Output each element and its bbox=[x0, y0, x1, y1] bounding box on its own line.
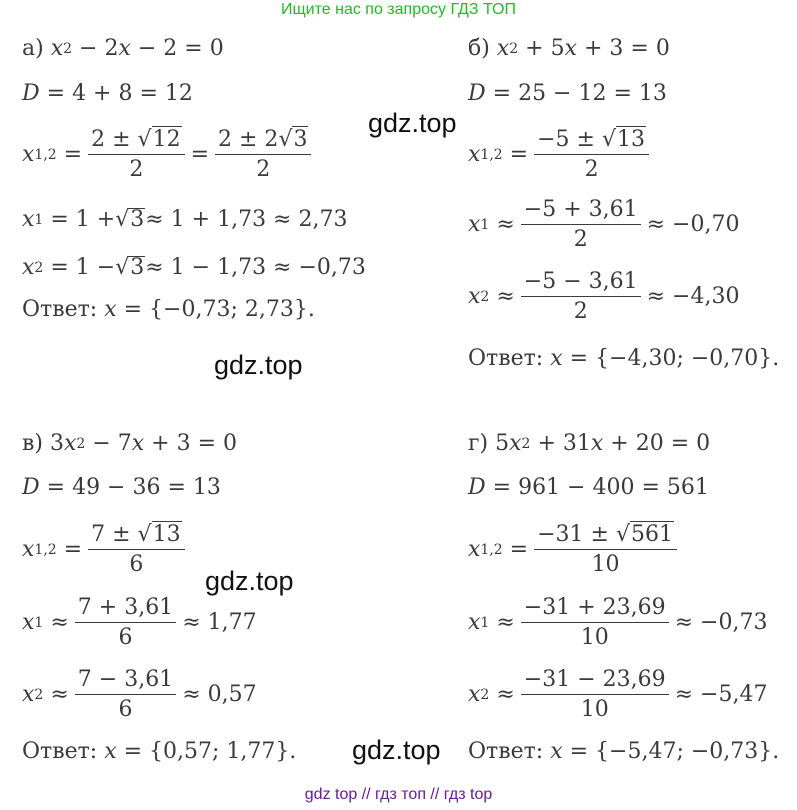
site-footer: gdz top // гдз топ // гдз top bbox=[304, 786, 493, 803]
watermark: gdz.top bbox=[205, 566, 294, 596]
answer-label: Ответ: bbox=[468, 346, 544, 371]
problem-a-x2-sqrt: 3 bbox=[130, 255, 145, 280]
problem-a-x1-sqrt: 3 bbox=[130, 207, 145, 232]
problem-v-x1: x 1 ≈ $\frac{7 + 3,61}{6}$ ≈ 1,77 bbox=[22, 595, 257, 651]
problem-b-x1-result: ≈ −0,70 bbox=[646, 212, 740, 238]
watermark: gdz.top bbox=[352, 735, 441, 765]
problem-a-answer-value: = {−0,73; 2,73}. bbox=[123, 297, 315, 322]
problem-a-discriminant-value: = 4 + 8 = 12 bbox=[46, 81, 193, 106]
problem-b-roots-sqrt: 13 bbox=[617, 127, 646, 152]
problem-g-x1: x 1 ≈ $\frac{-31 + 23,69}{10}$ ≈ −0,73 bbox=[468, 595, 768, 651]
problem-g-roots-den: 10 bbox=[591, 552, 620, 578]
problem-g-label: г) bbox=[468, 431, 489, 456]
problem-a-frac2-sqrt: 3 bbox=[293, 127, 308, 152]
problem-g-roots-formula: x 1,2 = $\frac{-31 \pm √561}{10}$ bbox=[468, 523, 683, 577]
problem-v-discriminant-value: = 49 − 36 = 13 bbox=[46, 475, 221, 500]
problem-v-roots-num: 7 ± bbox=[91, 522, 138, 547]
problem-b-roots-den: 2 bbox=[584, 157, 599, 183]
problem-g-equation: г) 5 x 2 + 31 x + 20 = 0 bbox=[468, 431, 711, 456]
problem-v-x1-den: 6 bbox=[118, 625, 133, 651]
problem-v-answer: Ответ: x = {0,57; 1,77}. bbox=[22, 739, 297, 764]
problem-g-answer-value: = {−5,47; −0,73}. bbox=[569, 739, 780, 764]
problem-a-frac1-den: 2 bbox=[129, 157, 144, 183]
problem-v-roots-formula: x 1,2 = $\frac{7 \pm √13}{6}$ bbox=[22, 523, 191, 577]
problem-a-x1-tail: ≈ 1 + 1,73 ≈ 2,73 bbox=[145, 206, 348, 232]
problem-a-answer: Ответ: x = {−0,73; 2,73}. bbox=[22, 297, 315, 322]
problem-a-x1: x 1 = 1 + √ 3 ≈ 1 + 1,73 ≈ 2,73 bbox=[22, 206, 348, 232]
problem-a-frac1-num: 2 ± bbox=[91, 127, 138, 152]
watermark: gdz.top bbox=[214, 350, 303, 380]
problem-b-x2: x 2 ≈ $\frac{-5 - 3,61}{2}$ ≈ −4,30 bbox=[468, 269, 740, 325]
problem-b-answer-value: = {−4,30; −0,70}. bbox=[569, 346, 780, 371]
problem-g-x1-result: ≈ −0,73 bbox=[674, 610, 768, 636]
problem-b-x1: x 1 ≈ $\frac{-5 + 3,61}{2}$ ≈ −0,70 bbox=[468, 197, 740, 253]
problem-v-x2-result: ≈ 0,57 bbox=[182, 682, 257, 708]
problem-g-roots-num: −31 ± bbox=[537, 522, 616, 547]
problem-g-x2-result: ≈ −5,47 bbox=[674, 682, 768, 708]
problem-g-x2-num: −31 − 23,69 bbox=[521, 668, 669, 695]
problem-a-x2-tail: ≈ 1 − 1,73 ≈ −0,73 bbox=[145, 254, 366, 280]
answer-label: Ответ: bbox=[22, 739, 98, 764]
problem-g-x1-num: −31 + 23,69 bbox=[521, 596, 669, 623]
problem-v-equation: в) 3 x 2 − 7 x + 3 = 0 bbox=[22, 431, 237, 456]
problem-v-x2: x 2 ≈ $\frac{7 - 3,61}{6}$ ≈ 0,57 bbox=[22, 667, 257, 723]
problem-g-x2-den: 10 bbox=[580, 697, 609, 723]
problem-v-roots-sqrt: 13 bbox=[152, 522, 181, 547]
problem-a-roots-formula: x 1,2 = $\frac{2 \pm √12}{2}$ = $\frac{2 \pm 2√3}{2}$ bbox=[22, 128, 317, 182]
problem-a-frac1-sqrt: 12 bbox=[152, 127, 181, 152]
problem-a-x2: x 2 = 1 − √ 3 ≈ 1 − 1,73 ≈ −0,73 bbox=[22, 254, 366, 280]
problem-g-roots-sqrt: 561 bbox=[631, 522, 674, 547]
problem-a-x2-head: = 1 − bbox=[50, 254, 116, 280]
problem-b-x1-num: −5 + 3,61 bbox=[521, 198, 641, 225]
problem-v-discriminant: D = 49 − 36 = 13 bbox=[22, 475, 221, 500]
problem-v-answer-value: = {0,57; 1,77}. bbox=[123, 739, 297, 764]
watermark: gdz.top bbox=[368, 108, 457, 138]
problem-g-answer: Ответ: x = {−5,47; −0,73}. bbox=[468, 739, 780, 764]
problem-b-x2-result: ≈ −4,30 bbox=[646, 284, 740, 310]
problem-b-roots-formula: x 1,2 = $\frac{-5 \pm √13}{2}$ bbox=[468, 128, 655, 182]
problem-a-equation: а) x 2 − 2 x − 2 = 0 bbox=[22, 36, 224, 61]
problem-g-discriminant: D = 961 − 400 = 561 bbox=[468, 475, 709, 500]
answer-label: Ответ: bbox=[22, 297, 98, 322]
problem-v-x1-num: 7 + 3,61 bbox=[75, 596, 176, 623]
problem-b-label: б) bbox=[468, 36, 490, 61]
problem-b-x1-den: 2 bbox=[573, 227, 588, 253]
problem-a-frac2-den: 2 bbox=[256, 157, 271, 183]
problem-b-discriminant-value: = 25 − 12 = 13 bbox=[492, 81, 667, 106]
problem-v-x2-num: 7 − 3,61 bbox=[75, 668, 176, 695]
problem-v-label: в) bbox=[22, 431, 43, 456]
problem-v-x1-result: ≈ 1,77 bbox=[182, 610, 257, 636]
problem-b-x2-num: −5 − 3,61 bbox=[521, 270, 641, 297]
problem-b-equation: б) x 2 + 5 x + 3 = 0 bbox=[468, 36, 670, 61]
answer-label: Ответ: bbox=[468, 739, 544, 764]
problem-a-frac2-num: 2 ± 2 bbox=[218, 127, 279, 152]
problem-a-label: а) bbox=[22, 36, 44, 61]
problem-b-answer: Ответ: x = {−4,30; −0,70}. bbox=[468, 346, 780, 371]
problem-a-x1-head: = 1 + bbox=[50, 206, 116, 232]
problem-g-discriminant-value: = 961 − 400 = 561 bbox=[492, 475, 709, 500]
problem-v-x2-den: 6 bbox=[118, 697, 133, 723]
problem-b-roots-num: −5 ± bbox=[537, 127, 602, 152]
problem-b-x2-den: 2 bbox=[573, 299, 588, 325]
problem-v-roots-den: 6 bbox=[129, 552, 144, 578]
problem-g-x2: x 2 ≈ $\frac{-31 - 23,69}{10}$ ≈ −5,47 bbox=[468, 667, 768, 723]
problem-g-x1-den: 10 bbox=[580, 625, 609, 651]
problem-a-discriminant: D = 4 + 8 = 12 bbox=[22, 81, 193, 106]
search-hint-header: Ищите нас по запросу ГДЗ ТОП bbox=[281, 1, 516, 18]
problem-b-discriminant: D = 25 − 12 = 13 bbox=[468, 81, 667, 106]
